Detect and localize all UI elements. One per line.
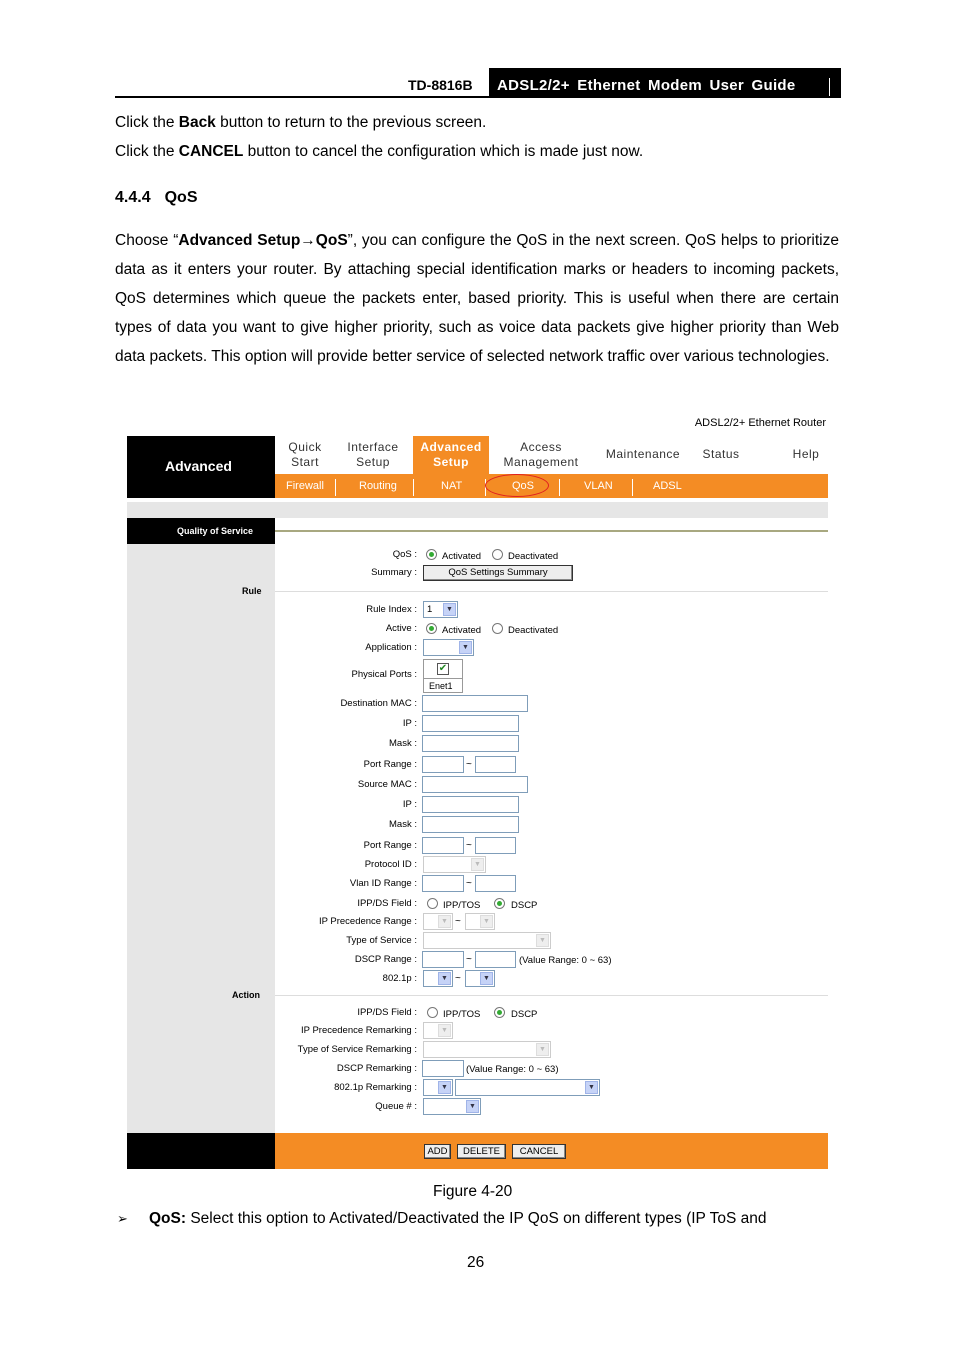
tos-select[interactable] — [423, 932, 551, 949]
chevron-down-icon: ▼ — [438, 972, 451, 985]
qos-deactivated-radio[interactable] — [492, 549, 503, 560]
qos-deactivated-text: Deactivated — [508, 551, 559, 562]
dot1p-remark-select[interactable] — [423, 1079, 453, 1096]
rule-index-select[interactable]: 1 ▼ — [423, 601, 458, 618]
ipp-tos-radio[interactable] — [427, 898, 438, 909]
vlan-from-input[interactable] — [422, 875, 464, 892]
submenu-sep — [632, 479, 633, 496]
tilde: ~ — [455, 916, 461, 927]
ip-prec-from-select[interactable] — [423, 913, 453, 930]
port-range-label: Port Range : — [363, 759, 417, 770]
ip-label: IP : — [402, 718, 417, 729]
tos-label: Type of Service : — [346, 935, 417, 946]
active-activated-radio[interactable] — [426, 623, 437, 634]
highlight-circle — [485, 474, 549, 497]
submenu-sep — [413, 479, 414, 496]
src-ip-input[interactable] — [422, 796, 519, 813]
ipp-ds-field-label: IPP/DS Field : — [357, 1007, 417, 1018]
active-deactivated-radio[interactable] — [492, 623, 503, 634]
chevron-down-icon: ▼ — [459, 641, 472, 654]
chevron-down-icon: ▼ — [438, 915, 451, 928]
qos-label: QoS : — [392, 549, 417, 560]
submenu-firewall[interactable]: Firewall — [286, 480, 324, 492]
physical-ports-label: Physical Ports : — [351, 669, 417, 680]
delete-button[interactable]: DELETE — [457, 1144, 506, 1159]
dest-ip-input[interactable] — [422, 715, 519, 732]
dest-port-from-input[interactable] — [422, 756, 464, 773]
ipp-ds-field-label: IPP/DS Field : — [357, 898, 417, 909]
dest-mac-label: Destination MAC : — [340, 698, 417, 709]
active-label: Active : — [385, 623, 417, 634]
chevron-down-icon: ▼ — [438, 1024, 451, 1037]
menu-access-management[interactable]: Access Management — [503, 440, 579, 469]
chevron-down-icon: ▼ — [585, 1081, 598, 1094]
qos-activated-text: Activated — [442, 551, 482, 562]
dot1p-remark-type-select[interactable] — [455, 1079, 600, 1096]
submenu-sep — [559, 479, 560, 496]
tos-remark-label: Type of Service Remarking : — [297, 1044, 417, 1055]
page-number: 26 — [467, 1254, 485, 1271]
figure-caption: Figure 4-20 — [433, 1183, 513, 1200]
qos-summary-button[interactable]: QoS Settings Summary — [423, 565, 573, 581]
physical-ports-box — [423, 659, 463, 693]
action-divider — [275, 995, 828, 996]
dot1p-from-select[interactable] — [423, 970, 453, 987]
back-instruction: Click the Back button to return to the previous screen. — [115, 114, 487, 131]
chevron-down-icon: ▼ — [536, 1043, 549, 1056]
dscp-range-hint: (Value Range: 0 ~ 63) — [519, 955, 612, 966]
rule-divider — [275, 591, 828, 592]
src-mac-input[interactable] — [422, 776, 528, 793]
submenu-qos[interactable]: QoS — [512, 480, 535, 492]
rule-section-label: Rule — [242, 586, 262, 596]
dot1p-remark-label: 802.1p Remarking : — [334, 1082, 417, 1093]
qos-bullet: QoS: Select this option to Activated/Deactivated the IP QoS on different types (IP ToS and — [149, 1210, 767, 1227]
dscp-remark-input[interactable] — [422, 1060, 464, 1077]
dscp-range-label: DSCP Range : — [354, 954, 417, 965]
dscp-remark-label: DSCP Remarking : — [336, 1063, 417, 1074]
menu-interface-setup[interactable]: Interface Setup — [347, 440, 399, 469]
dest-port-to-input[interactable] — [475, 756, 516, 773]
title-rule — [275, 530, 828, 532]
cancel-instruction: Click the CANCEL button to cancel the configuration which is made just now. — [115, 143, 644, 160]
submenu-adsl[interactable]: ADSL — [653, 480, 682, 492]
menu-status[interactable]: Status — [702, 447, 740, 461]
dscp-remark-hint: (Value Range: 0 ~ 63) — [466, 1064, 559, 1075]
src-port-from-input[interactable] — [422, 837, 464, 854]
grey-band — [127, 502, 828, 518]
dest-mac-input[interactable] — [422, 695, 528, 712]
header-divider — [829, 78, 830, 96]
chevron-down-icon: ▼ — [443, 603, 456, 616]
tilde: ~ — [466, 759, 472, 770]
tilde: ~ — [455, 973, 461, 984]
ip-prec-range-label: IP Precedence Range : — [318, 916, 417, 927]
mask-label: Mask : — [389, 738, 417, 749]
header-rule — [115, 96, 841, 98]
ipp-tos-text: IPP/TOS — [443, 900, 481, 911]
ipp-tos-text: IPP/TOS — [443, 1009, 481, 1020]
panel-title: Quality of Service — [127, 518, 275, 544]
port-enet1: Enet1 — [429, 681, 453, 691]
bullet-arrow-icon: ➢ — [117, 1211, 128, 1226]
menu-advanced-setup[interactable]: Advanced Setup — [420, 440, 482, 469]
tilde: ~ — [466, 878, 472, 889]
queue-label: Queue # : — [375, 1101, 417, 1112]
ip-prec-remark-label: IP Precedence Remarking : — [301, 1025, 417, 1036]
queue-select[interactable] — [423, 1098, 481, 1115]
chevron-down-icon: ▼ — [438, 1081, 451, 1094]
vlan-range-label: Vlan ID Range : — [349, 878, 417, 889]
dscp-radio[interactable] — [494, 898, 505, 909]
submenu-sep — [335, 479, 336, 496]
submenu-routing[interactable]: Routing — [359, 480, 397, 492]
rule-index-label: Rule Index : — [366, 604, 417, 615]
protocol-id-select[interactable] — [423, 856, 486, 873]
chevron-down-icon: ▼ — [536, 934, 549, 947]
ip-prec-remark-select[interactable] — [423, 1022, 453, 1039]
dscp-to-input[interactable] — [475, 951, 516, 968]
action-section-label: Action — [232, 990, 260, 1000]
dscp-text: DSCP — [511, 900, 538, 911]
dscp-radio[interactable] — [494, 1007, 505, 1018]
src-port-to-input[interactable] — [475, 837, 516, 854]
dot1p-label: 802.1p : — [382, 973, 417, 984]
ip-prec-to-select[interactable] — [465, 913, 495, 930]
tilde: ~ — [466, 954, 472, 965]
chevron-down-icon: ▼ — [466, 1100, 479, 1113]
chevron-down-icon: ▼ — [480, 972, 493, 985]
side-title: Advanced — [127, 436, 275, 498]
src-mask-input[interactable] — [422, 816, 519, 833]
qos-description: Choose “Advanced Setup→QoS”, you can configure the QoS in the next screen. QoS helps to prioritize data as it enters your router. By attaching special identification marks or headers to incoming packets, QoS determines which queue the packets enter, based priority. This is useful when there are certain types of data you want to give higher priority, such as voice data packets give higher priority than Web data packets. This option will provide better service of selected network traffic over various technologies. — [115, 232, 839, 365]
qos-activated-radio[interactable] — [426, 549, 437, 560]
footer-left — [127, 1133, 275, 1169]
chevron-down-icon: ▼ — [480, 915, 493, 928]
summary-label: Summary : — [371, 567, 417, 578]
router-ui — [127, 416, 828, 1169]
port-divider — [424, 678, 462, 679]
dscp-text: DSCP — [511, 1009, 538, 1020]
protocol-id-label: Protocol ID : — [364, 859, 417, 870]
vlan-to-input[interactable] — [475, 875, 516, 892]
active-activated-text: Activated — [442, 625, 482, 636]
port-range-label: Port Range : — [363, 840, 417, 851]
dot1p-to-select[interactable] — [465, 970, 495, 987]
chevron-down-icon: ▼ — [471, 858, 484, 871]
tilde: ~ — [466, 840, 472, 851]
active-deactivated-text: Deactivated — [508, 625, 559, 636]
application-label: Application : — [365, 642, 417, 653]
section-heading: 4.4.4 QoS — [115, 189, 198, 206]
application-select[interactable] — [423, 639, 474, 656]
src-mac-label: Source MAC : — [357, 779, 417, 790]
submenu-vlan[interactable]: VLAN — [584, 480, 613, 492]
checkbox-icon[interactable]: ✔ — [438, 663, 448, 674]
submenu-nat[interactable]: NAT — [441, 480, 463, 492]
menu-quick-start[interactable]: Quick Start — [288, 440, 322, 469]
dest-mask-input[interactable] — [422, 735, 519, 752]
dscp-from-input[interactable] — [422, 951, 464, 968]
router-brand: ADSL2/2+ Ethernet Router — [694, 417, 826, 429]
menu-maintenance[interactable]: Maintenance — [605, 447, 681, 461]
doc-guide-title: ADSL2/2+ Ethernet Modem User Guide — [489, 68, 841, 98]
mask-label: Mask : — [389, 819, 417, 830]
ipp-tos-radio[interactable] — [427, 1007, 438, 1018]
tos-remark-select[interactable] — [423, 1041, 551, 1058]
doc-model: TD-8816B — [408, 77, 473, 93]
cancel-button[interactable]: CANCEL — [512, 1144, 566, 1159]
ip-label: IP : — [402, 799, 417, 810]
submenu-bar — [275, 474, 828, 498]
menu-help[interactable]: Help — [792, 447, 820, 461]
add-button[interactable]: ADD — [424, 1144, 451, 1159]
